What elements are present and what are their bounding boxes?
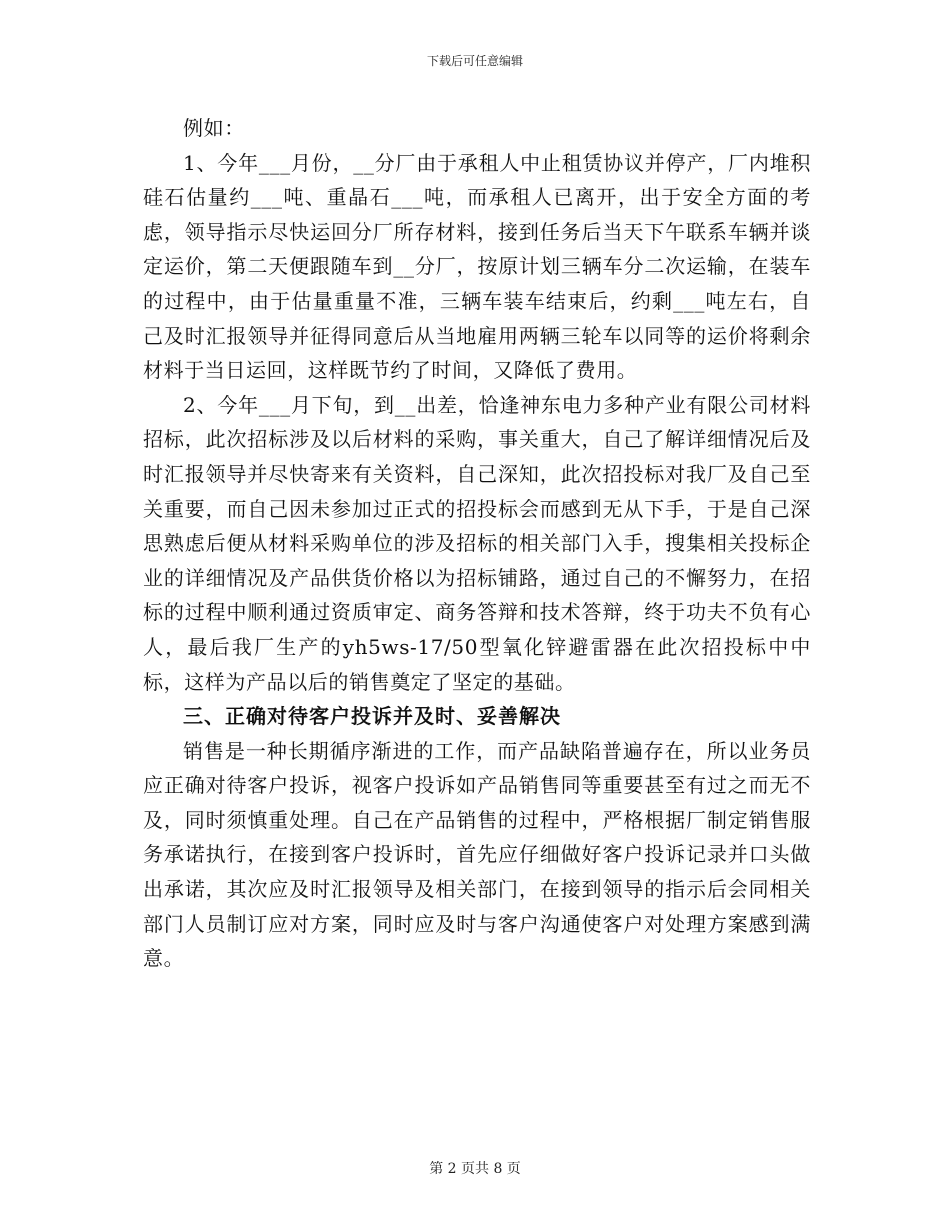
intro-line: 例如： bbox=[183, 116, 245, 140]
paragraph-example-1: 1、今年___月份，__分厂由于承租人中止租赁协议并停产，厂内堆积硅石估量约___吨、重晶石___吨，而承租人已离开，出于安全方面的考虑，领导指示尽快运回分厂所存材料，接到任务后当天下午联系车辆并谈定运价，第二天便跟随车到__分厂，按原计划三辆车分二次运输，在装车的过程中，由于估量重量不准，三辆车装车结束后，约剩___吨左右，自己及时汇报领导并征得同意后从当地雇用两辆三轮车以同等的运价将剩余材料于当日运回，这样既节约了时间，又降低了费用。 bbox=[143, 150, 811, 383]
page-header: 下载后可任意编辑 bbox=[426, 54, 523, 68]
paragraph-example-2: 2、今年___月下旬，到__出差，恰逢神东电力多种产业有限公司材料招标，此次招标涉及以后材料的采购，事关重大，自己了解详细情况后及时汇报领导并尽快寄来有关资料，自己深知，此次招投标对我厂及自己至关重要，而自己因未参加过正式的招投标会而感到无从下手，于是自己深思熟虑后便从材料采购单位的涉及招标的相关部门入手，搜集相关投标企业的详细情况及产品供货价格以为招标铺路，通过自己的不懈努力，在招标的过程中顺利通过资质审定、商务答辩和技术答辩，终于功夫不负有心人，最后我厂生产的yh5ws-17/50型氧化锌避雷器在此次招投标中中标，这样为产品以后的销售奠定了坚定的基础。 bbox=[143, 392, 811, 694]
section-heading: 三、正确对待客户投诉并及时、妥善解决 bbox=[183, 704, 561, 729]
page-footer: 第 2 页共 8 页 bbox=[429, 1161, 521, 1177]
paragraph-complaints: 销售是一种长期循序渐进的工作，而产品缺陷普遍存在，所以业务员应正确对待客户投诉，视客户投诉如产品销售同等重要甚至有过之而无不及，同时须慎重处理。自己在产品销售的过程中，严格根据厂制定销售服务承诺执行，在接到客户投诉时，首先应仔细做好客户投诉记录并口头做出承诺，其次应及时汇报领导及相关部门，在接到领导的指示后会同相关部门人员制订应对方案，同时应及时与客户沟通使客户对处理方案感到满意。 bbox=[143, 738, 811, 971]
document-body bbox=[143, 111, 811, 976]
